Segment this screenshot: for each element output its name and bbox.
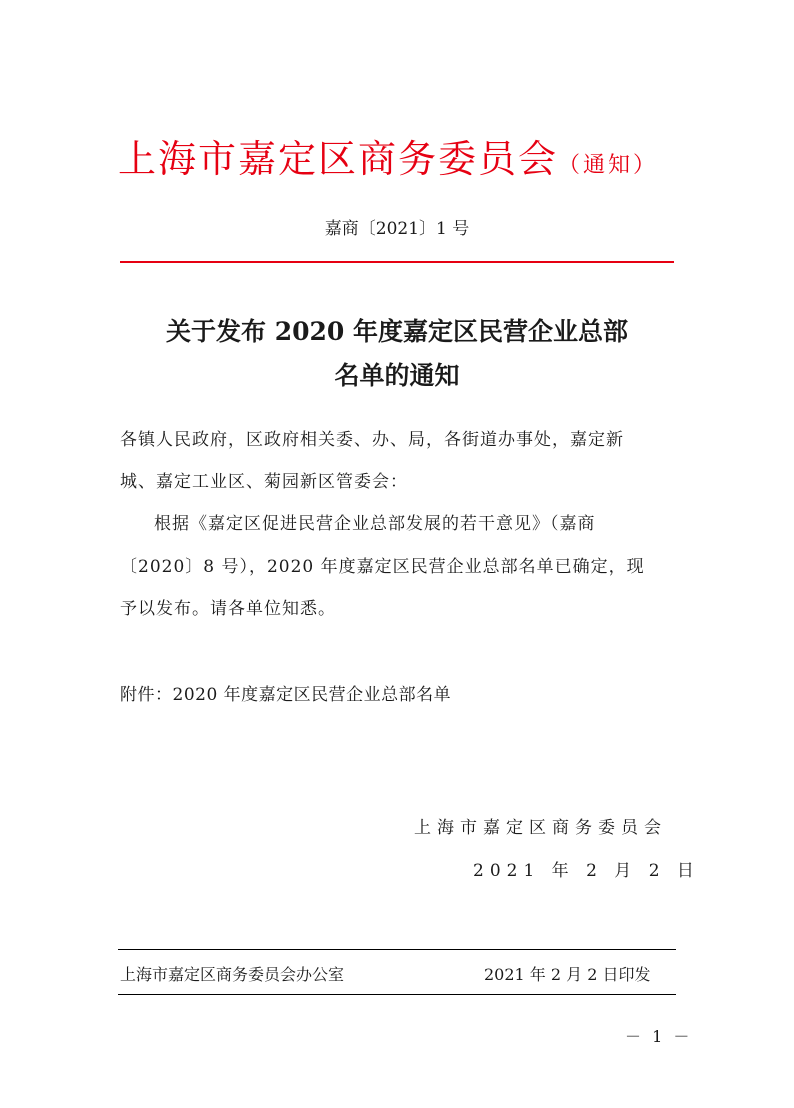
signature-date: 2021 年 2 月 2 日 xyxy=(473,861,700,881)
signature-organization: 上海市嘉定区商务委员会 xyxy=(414,818,667,838)
footer-issuer: 上海市嘉定区商务委员会办公室 xyxy=(120,965,345,984)
footer-top-rule xyxy=(118,949,676,950)
red-header-rule xyxy=(120,261,674,263)
recipients-line-1: 各镇人民政府，区政府相关委、办、局，各街道办事处，嘉定新 xyxy=(120,430,624,450)
footer-bottom-rule xyxy=(118,994,676,995)
paragraph-line-3: 予以发布。请各单位知悉。 xyxy=(120,599,336,619)
document-number: 嘉商〔2021〕1 号 xyxy=(324,219,470,239)
paragraph-line-2: 〔2020〕8 号），2020 年度嘉定区民营企业总部名单已确定，现 xyxy=(120,557,645,577)
document-title-line-2: 名单的通知 xyxy=(334,361,460,390)
issuing-organization: 上海市嘉定区商务委员会 xyxy=(118,137,559,181)
footer-issue-date: 2021 年 2 月 2 日印发 xyxy=(484,965,651,984)
document-type: （通知） xyxy=(558,153,659,178)
page-number: － 1 － xyxy=(625,1027,693,1046)
document-header-title xyxy=(118,128,658,183)
paragraph-line-1: 根据《嘉定区促进民营企业总部发展的若干意见》（嘉商 xyxy=(154,514,596,534)
document-title-line-1: 关于发布 2020 年度嘉定区民营企业总部 xyxy=(166,317,628,346)
attachment-note: 附件：2020 年度嘉定区民营企业总部名单 xyxy=(120,685,452,705)
recipients-line-2: 城、嘉定工业区、菊园新区管委会： xyxy=(120,472,408,492)
